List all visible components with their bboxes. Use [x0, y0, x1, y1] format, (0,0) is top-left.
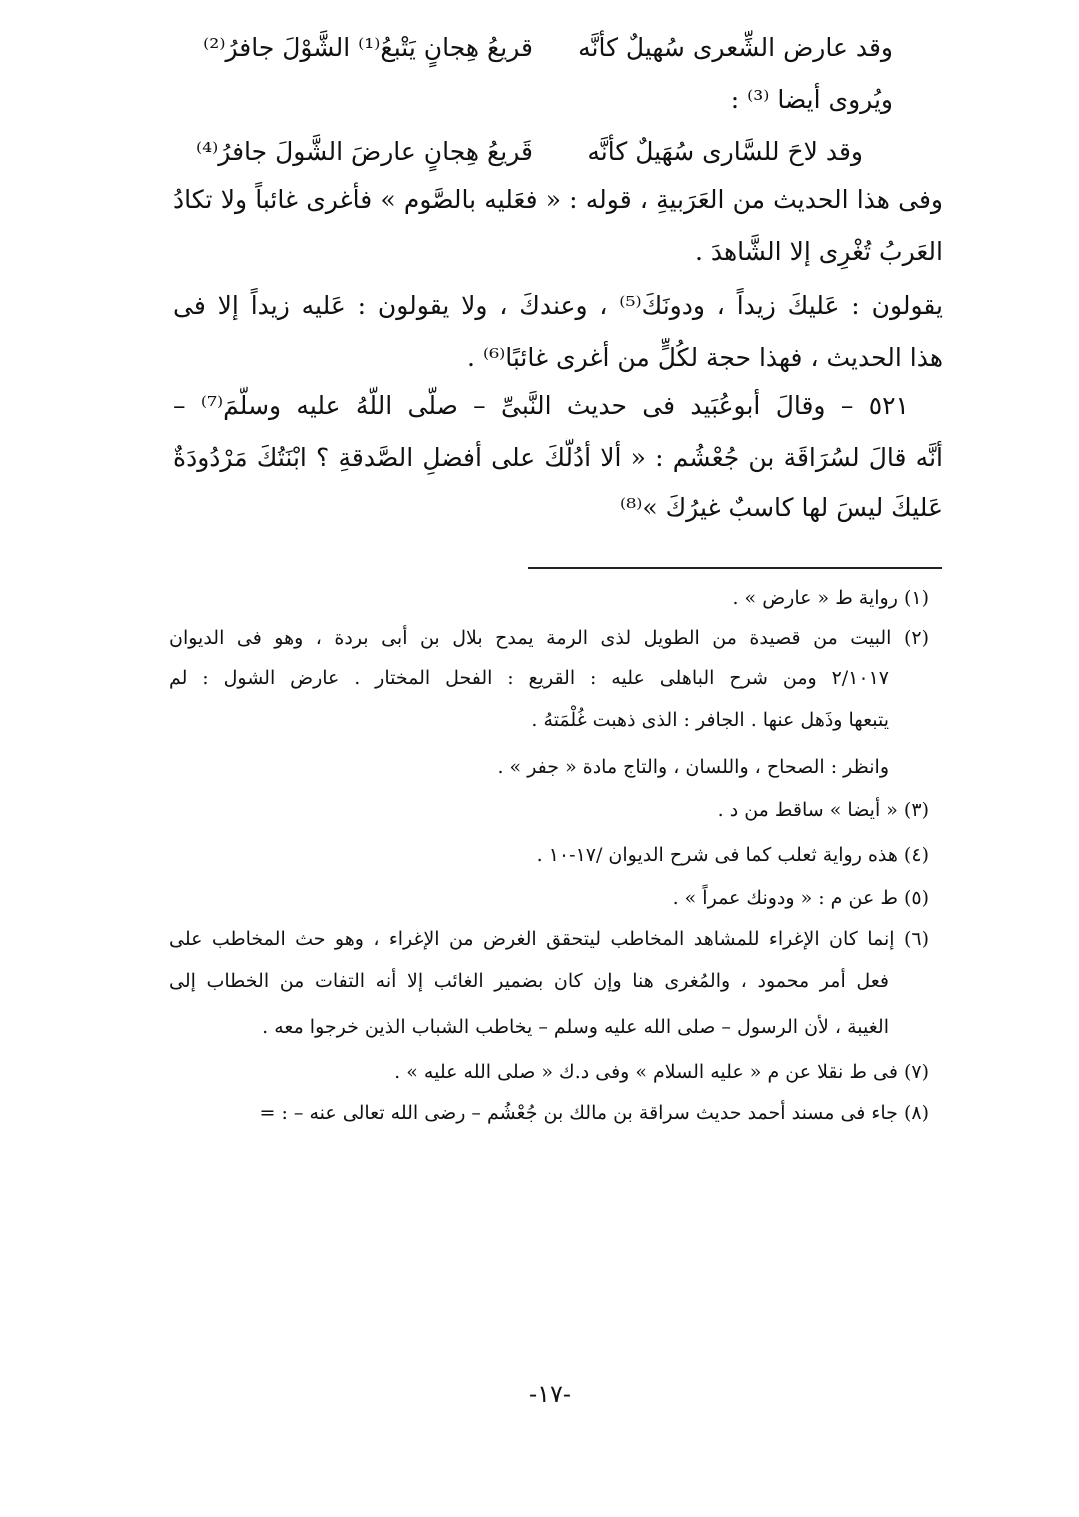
verse-2-second-hemistich: قَريعُ هِجانٍ عارضَ الشَّولَ جافرُ⁽⁴⁾: [196, 137, 533, 166]
footnote-8: (٨) جاء فى مسند أحمد حديث سراقة بن مالك بن جُعْشُم – رضى الله تعالى عنه – : =: [259, 1102, 929, 1124]
verse-1-second-hemistich: قريعُ هِجانٍ يَتْبعُ⁽¹⁾ الشَّوْلَ جافرُ⁽²⁾: [203, 33, 533, 62]
also-reported-line: ويُروى أيضا ⁽³⁾ :: [730, 85, 893, 114]
verse-2-first-hemistich: وقد لاحَ للسَّارى سُهَيلٌ كأنَّه: [587, 137, 863, 166]
paragraph-1-line-1: وفى هذا الحديث من العَرَبيةِ ، قوله : « فعَليه بالصَّوم » فأغرى غائباً ولا تكادُ: [173, 185, 943, 214]
footnote-2-line-3: يتبعها وذَهل عنها . الجافر : الذى ذهبت غُلْمَتهُ .: [531, 709, 889, 731]
paragraph-3-line-3: عَليكَ ليسَ لها كاسبٌ غيرُكَ »⁽⁸⁾: [620, 493, 943, 522]
paragraph-2-line-2: هذا الحديث ، فهذا حجة لكُلٍّ من أغرى غائبًا⁽⁶⁾ .: [467, 343, 943, 372]
footnote-2-line-4: وانظر : الصحاح ، واللسان ، والتاج مادة « جفر » .: [497, 756, 889, 778]
paragraph-1-line-2: العَربُ تُغْرِى إلا الشَّاهدَ .: [694, 237, 943, 266]
paragraph-3-line-1: ٥٢١ – وقالَ أبوعُبَيد فى حديث النَّبىِّ – صلَّى اللَّهُ عليه وسلَّمَ⁽⁷⁾ –: [173, 391, 909, 420]
footnote-6-line-1: (٦) إنما كان الإغراء للمشاهد المخاطب ليتحقق الغرض من الإغراء ، وهو حث المخاطب على: [169, 928, 929, 950]
footnote-4: (٤) هذه رواية ثعلب كما فى شرح الديوان /١٧-١٠ .: [536, 844, 929, 866]
verse-1-first-hemistich: وقد عارض الشِّعرى سُهيلٌ كأنَّه: [578, 33, 893, 62]
footnote-6-line-3: الغيبة ، لأن الرسول – صلى الله عليه وسلم – يخاطب الشباب الذين خرجوا معه .: [262, 1016, 889, 1038]
page-number: -١٧-: [529, 1380, 571, 1408]
footnote-separator: [528, 567, 942, 569]
footnote-7: (٧) فى ط نقلا عن م « عليه السلام » وفى د.ك « صلى الله عليه » .: [394, 1061, 929, 1083]
paragraph-3-line-2: أنَّه قالَ لسُرَاقَة بن جُعْشُم : « ألا أدُلُّكَ على أفضلِ الصَّدقةِ ؟ ابْنَتُكَ مَرْدُودَةٌ: [173, 443, 943, 472]
footnote-1: (١) رواية ط « عارض » .: [732, 587, 929, 609]
footnote-6-line-2: فعل أمر محمود ، والمُغرى هنا وإن كان بضمير الغائب إلا أنه التفات من الخطاب إلى: [169, 970, 889, 992]
paragraph-2-line-1: يقولون : عَليكَ زيداً ، ودونَكَ⁽⁵⁾ ، وعندكَ ، ولا يقولون : عَليه زيداً إلا فى: [173, 291, 943, 320]
footnote-5: (٥) ط عن م : « ودونك عمراً » .: [672, 887, 929, 909]
footnote-2-line-2: ٢/١٠١٧ ومن شرح الباهلى عليه : القريع : الفحل المختار . عارض الشول : لم: [169, 667, 889, 689]
footnote-2-line-1: (٢) البيت من قصيدة من الطويل لذى الرمة يمدح بلال بن أبى بردة ، وهو فى الديوان: [169, 627, 929, 649]
footnote-3: (٣) « أيضا » ساقط من د .: [717, 799, 929, 821]
